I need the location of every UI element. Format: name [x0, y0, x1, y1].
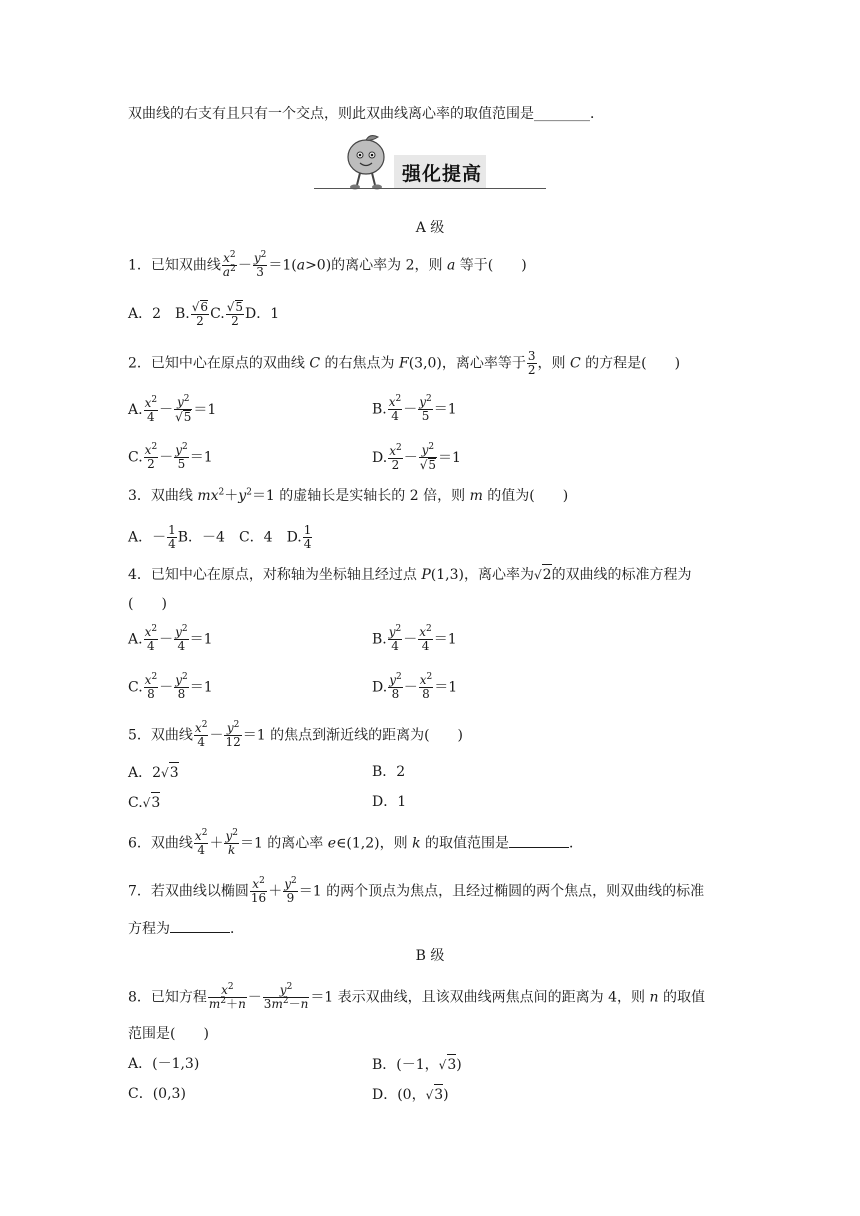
q8-line2: 范围是( ) — [128, 1026, 209, 1042]
q4-paren: ( ) — [128, 596, 167, 612]
q8-option-a: A．(－1,3) — [128, 1056, 200, 1072]
question-3: 3．双曲线 $mx^2+y^2=1$ 的虚轴长是实轴长的 2 倍，则 m 的值为( ) — [128, 487, 569, 504]
level-a-heading: A 级 — [415, 220, 445, 236]
q8-option-d: D．(0，√ 3) — [372, 1084, 449, 1105]
q4-option-d: D. $\frac{y^2}{8}$ － $\frac{x^2}{8}$ ＝1 — [372, 672, 458, 701]
banner-title: 强化提高 — [402, 163, 483, 185]
q4-option-b: B. $\frac{y^2}{4}$ － $\frac{x^2}{4}$ ＝1 — [372, 624, 457, 653]
q2-option-c: C. $\frac{x^2}{2}$ － $\frac{y^2}{5}$ ＝1 — [128, 442, 213, 471]
question-2: 2．已知中心在原点的双曲线 C 的右焦点为 F(3,0)，离心率等于 $\frac{3}{2}$ ，则 C 的方程是( ) — [128, 349, 681, 377]
q8-option-c: C．(0,3) — [128, 1086, 186, 1102]
question-5: 5．双曲线 $\frac{x^2}{4}$ － $\frac{y^2}{12}$ ＝1 的焦点到渐近线的距离为( ) — [128, 720, 463, 749]
q5-option-a: A．2√ 3 — [128, 762, 179, 783]
banner-rule — [314, 188, 546, 189]
q5-option-d: D．1 — [372, 794, 407, 810]
question-6: 6．双曲线 $\frac{x^2}{4}$ ＋ $\frac{y^2}{k}$ ＝1 的离心率 e∈(1,2)，则 k 的取值范围是 ． — [128, 828, 584, 857]
q7-line2: 方程为 ． — [128, 918, 244, 939]
q4-option-c: C. $\frac{x^2}{8}$ － $\frac{y^2}{8}$ ＝1 — [128, 672, 213, 701]
q2-option-d: D. $\frac{x^2}{2}$ － $y^2$ √ 5 ＝1 — [372, 444, 461, 472]
q2-option-b: B. $\frac{x^2}{4}$ － $\frac{y^2}{5}$ ＝1 — [372, 394, 457, 423]
question-4: 4．已知中心在原点，对称轴为坐标轴且经过点 P(1,3)，离心率为√ 2的双曲线的标准方程为 — [128, 564, 692, 585]
mascot-icon — [340, 135, 392, 191]
question-7: 7．若双曲线以椭圆 $\frac{x^2}{16}$ ＋ $\frac{y^2}{9}$ ＝1 的两个顶点为焦点，且经过椭圆的两个焦点，则双曲线的标准 — [128, 876, 705, 905]
q5-option-b: B．2 — [372, 764, 406, 780]
question-8: 8．已知方程 $\frac{x^2}{m^2+n}$ － $\frac{y^2}{3m^2-n}$ ＝1 表示双曲线，且该双曲线两焦点间的距离为 4，则 n 的取值 — [128, 982, 705, 1011]
q3-options: A．－ $\frac{1}{4}$ B．－4 C．4 D. $\frac{1}{4}$ — [128, 523, 312, 551]
q1-prefix: 1．已知双曲线 — [128, 257, 221, 274]
level-b-heading: B 级 — [415, 948, 445, 964]
question-1: 1．已知双曲线 $\frac{x^2}{a^2}$ － $\frac{y^2}{3}$ ＝1(a>0)的离心率为 2，则 a 等于( ) — [128, 250, 527, 279]
intro-text: 双曲线的右支有且只有一个交点，则此双曲线离心率的取值范围是________． — [128, 106, 604, 122]
q2-option-a: A. $\frac{x^2}{4}$ － $y^2$ √ 5 ＝1 — [128, 396, 216, 424]
q1-options: A．2 B. √ $\frac{6}{2}$ C. √ $\frac{5}{2}$ D．1 — [128, 300, 279, 328]
q4-option-a: A. $\frac{x^2}{4}$ － $\frac{y^2}{4}$ ＝1 — [128, 624, 213, 653]
section-banner — [314, 135, 546, 191]
q5-option-c: C.√ 3 — [128, 792, 160, 813]
q8-option-b: B．(－1，√ 3) — [372, 1054, 462, 1075]
